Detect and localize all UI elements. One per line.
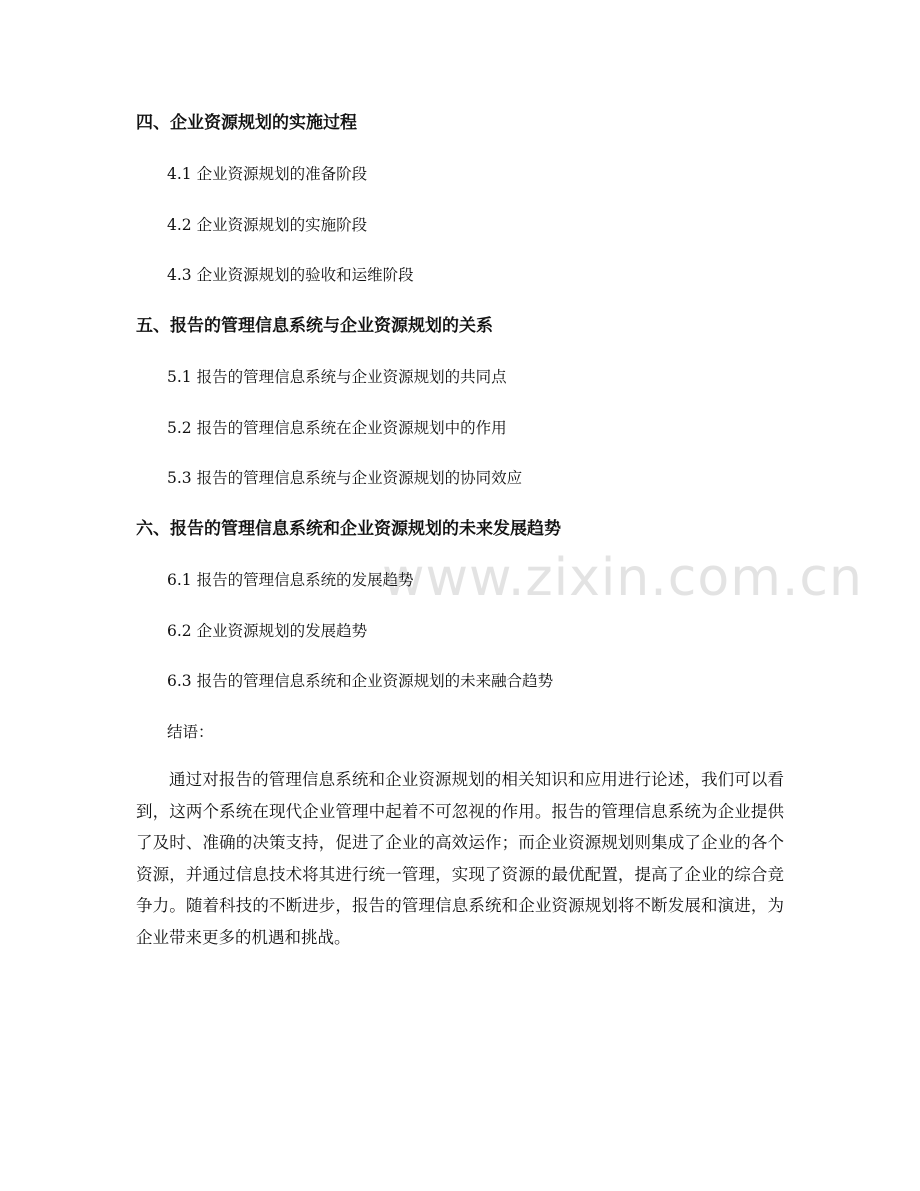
section-item-4-3: 4.3 企业资源规划的验收和运维阶段 <box>167 266 414 284</box>
section-item-5-2: 5.2 报告的管理信息系统在企业资源规划中的作用 <box>167 419 507 437</box>
section-heading-5: 五、报告的管理信息系统与企业资源规划的关系 <box>136 316 493 336</box>
section-heading-6: 六、报告的管理信息系统和企业资源规划的未来发展趋势 <box>136 519 561 539</box>
section-heading-4: 四、企业资源规划的实施过程 <box>136 113 357 133</box>
section-item-6-3: 6.3 报告的管理信息系统和企业资源规划的未来融合趋势 <box>167 672 554 690</box>
watermark: www.zixin.com.cn <box>382 548 863 608</box>
conclusion-paragraph: 通过对报告的管理信息系统和企业资源规划的相关知识和应用进行论述，我们可以看到，这两个系统在现代企业管理中起着不可忽视的作用。报告的管理信息系统为企业提供了及时、准确的决策支持，促进了企业的高效运作；而企业资源规划则集成了企业的各个资源，并通过信息技术将其进行统一管理，实现了资源的最优配置，提高了企业的综合竞争力。随着科技的不断进步，报告的管理信息系统和企业资源规划将不断发展和演进，为企业带来更多的机遇和挑战。 <box>136 770 784 947</box>
section-item-4-2: 4.2 企业资源规划的实施阶段 <box>167 216 368 234</box>
section-item-5-3: 5.3 报告的管理信息系统与企业资源规划的协同效应 <box>167 469 523 487</box>
section-item-6-1: 6.1 报告的管理信息系统的发展趋势 <box>167 571 414 589</box>
section-item-4-1: 4.1 企业资源规划的准备阶段 <box>167 165 368 183</box>
section-item-6-2: 6.2 企业资源规划的发展趋势 <box>167 622 368 640</box>
section-item-5-1: 5.1 报告的管理信息系统与企业资源规划的共同点 <box>167 368 507 386</box>
conclusion-label: 结语： <box>167 723 214 741</box>
